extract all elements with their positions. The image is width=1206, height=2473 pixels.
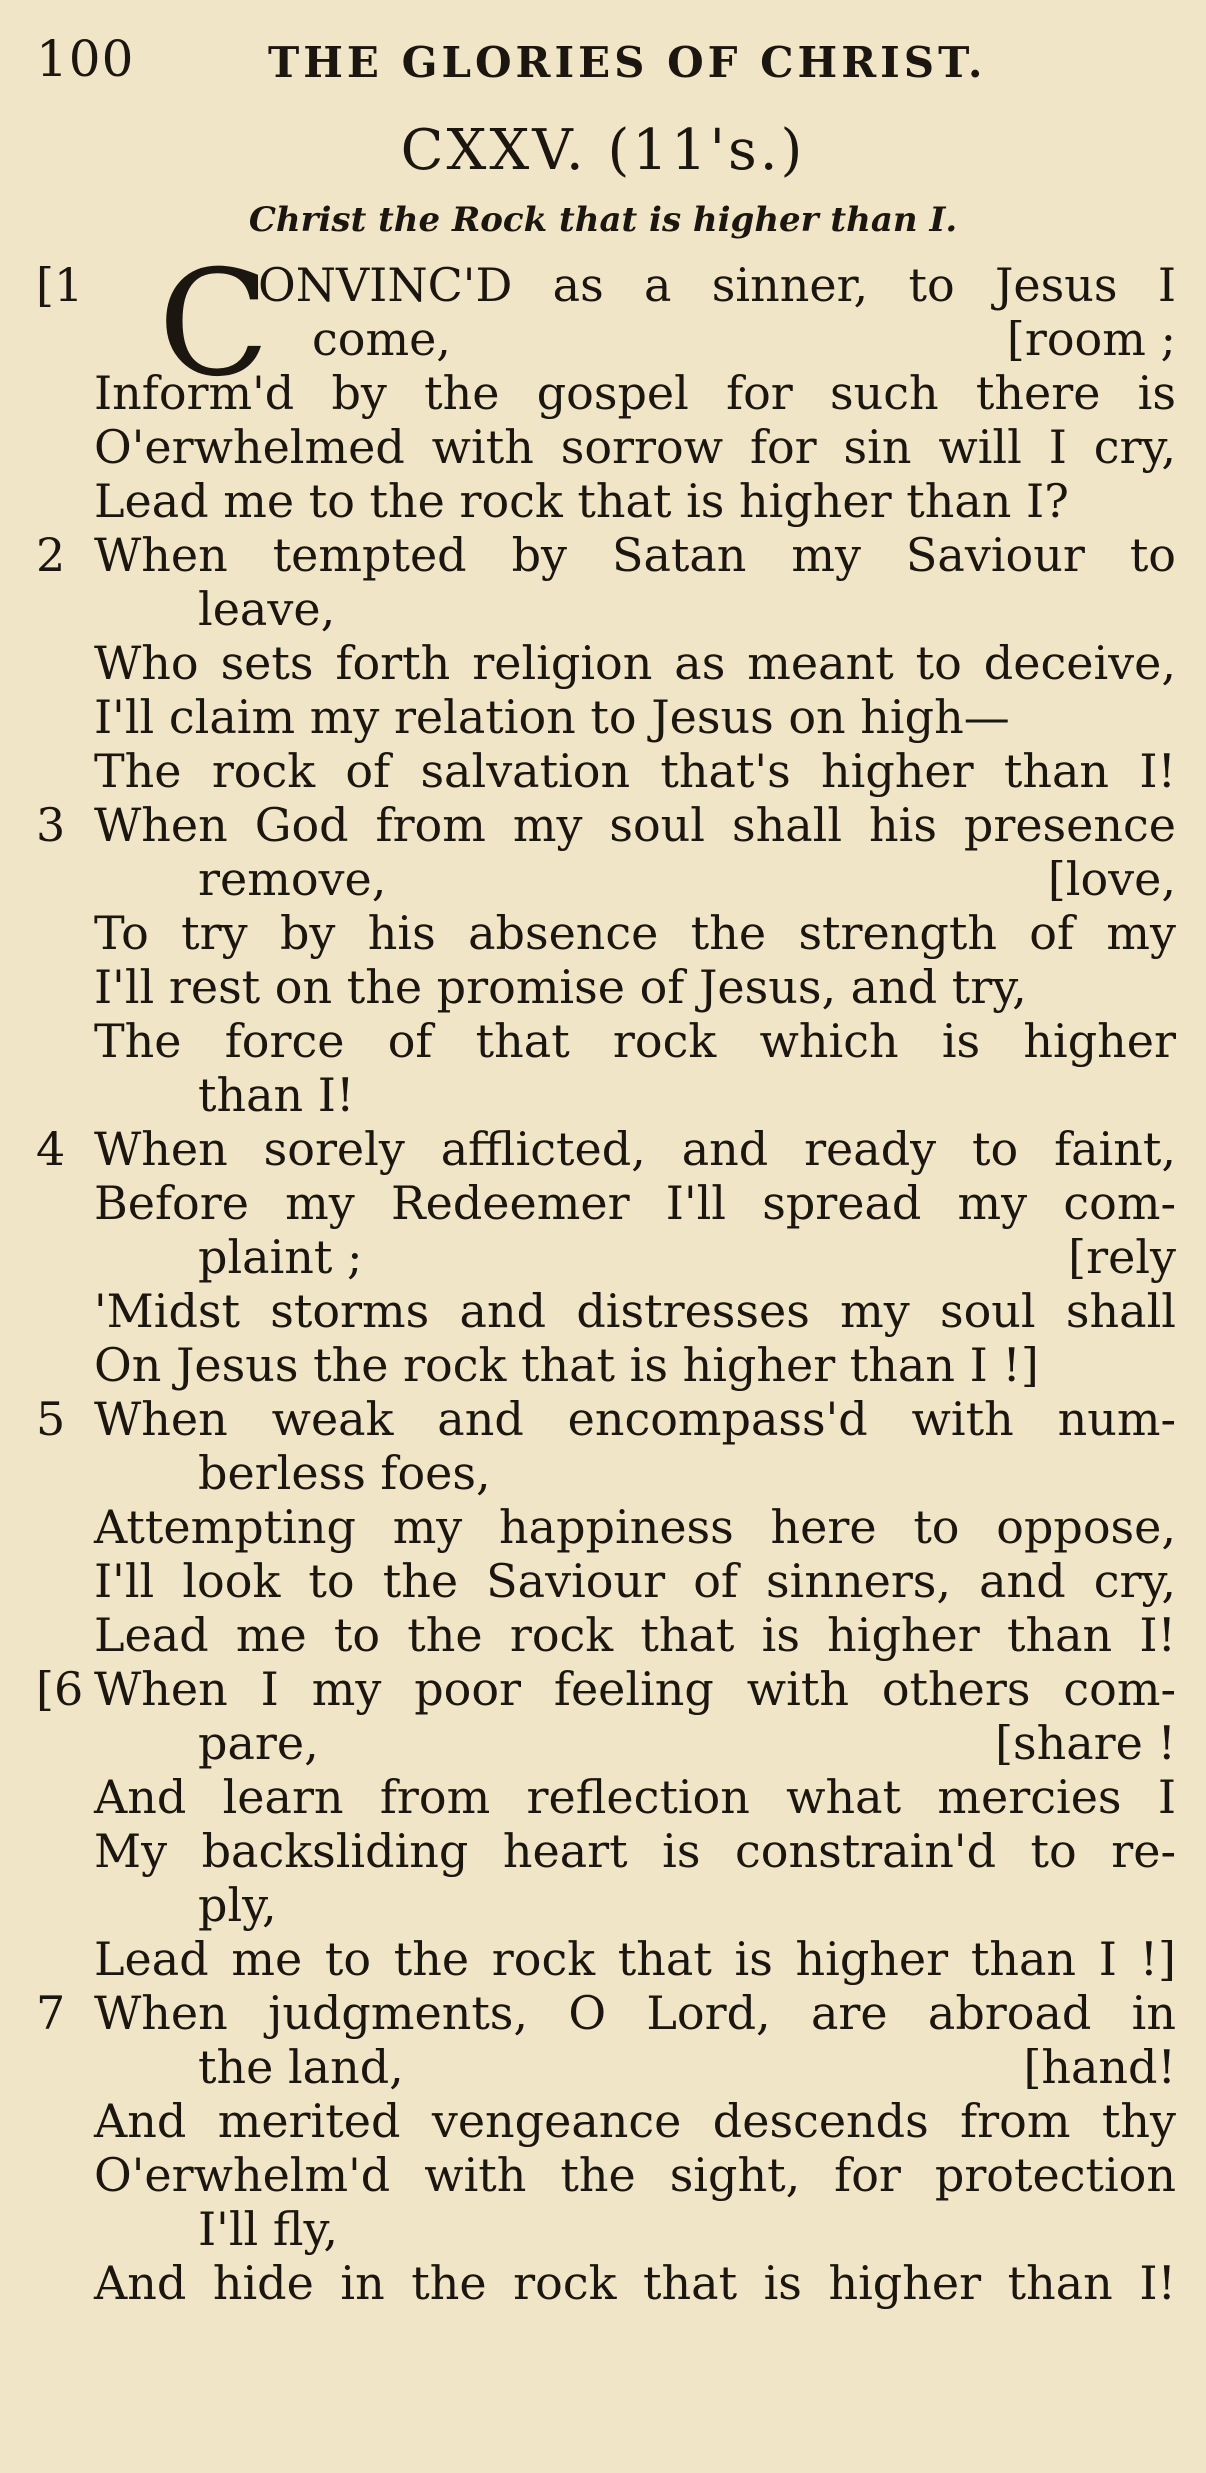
turnover-word: [love, xyxy=(1047,852,1176,906)
verse-line xyxy=(0,1392,1206,1446)
verse-line-text: leave, xyxy=(198,582,336,636)
verse-line-text: O'erwhelmed with sorrow for sin will I cry, xyxy=(94,420,1176,474)
turnover-word: [share ! xyxy=(995,1716,1176,1770)
verse-line-text: I'll claim my relation to Jesus on high— xyxy=(94,690,1010,744)
verse-line-text: Lead me to the rock that is higher than I? xyxy=(94,474,1069,528)
verse-line xyxy=(0,1338,1206,1392)
verse-line xyxy=(0,1230,1206,1284)
verse-line xyxy=(0,2256,1206,2310)
running-title: THE GLORIES OF CHRIST. xyxy=(268,38,987,87)
verse-line-text: Attempting my happiness here to oppose, xyxy=(94,1500,1176,1554)
verse-line-text: I'll rest on the promise of Jesus, and try, xyxy=(94,960,1027,1014)
verse-line-text: Inform'd by the gospel for such there is xyxy=(94,366,1176,420)
verse-line-text: On Jesus the rock that is higher than I !] xyxy=(94,1338,1039,1392)
turnover-word: [rely xyxy=(1068,1230,1176,1284)
verse-line-text: Lead me to the rock that is higher than I! xyxy=(94,1608,1176,1662)
verse-line xyxy=(0,1446,1206,1500)
verse-line-text: When judgments, O Lord, are abroad in xyxy=(94,1986,1176,2040)
verse-line-text: 'Midst storms and distresses my soul shall xyxy=(94,1284,1176,1338)
drop-cap: C xyxy=(158,239,270,409)
verse-line-text: The force of that rock which is higher xyxy=(94,1014,1176,1068)
verse-line-text: My backsliding heart is constrain'd to re- xyxy=(94,1824,1176,1878)
verse-line xyxy=(0,2040,1206,2094)
verse-number: 3 xyxy=(36,798,66,852)
verse-line xyxy=(0,1500,1206,1554)
verse-line xyxy=(0,420,1206,474)
verse-number: 2 xyxy=(36,528,66,582)
verse-line xyxy=(0,258,1206,312)
verse-line xyxy=(0,1176,1206,1230)
verse-line xyxy=(0,1770,1206,1824)
verse-line xyxy=(0,852,1206,906)
verse-line xyxy=(0,1014,1206,1068)
verse-line-text: Lead me to the rock that is higher than I !] xyxy=(94,1932,1176,1986)
verse-line xyxy=(0,1554,1206,1608)
verse-line xyxy=(0,1824,1206,1878)
verse-line xyxy=(0,1878,1206,1932)
verse-line-text: And learn from reflection what mercies I xyxy=(94,1770,1176,1824)
verse-line xyxy=(0,1716,1206,1770)
verse-line-text: When weak and encompass'd with num- xyxy=(94,1392,1176,1446)
verse-line-text: To try by his absence the strength of my xyxy=(94,906,1176,960)
verse-line-text: O'erwhelm'd with the sight, for protection xyxy=(94,2148,1176,2202)
verse-line xyxy=(0,1608,1206,1662)
verse-line xyxy=(0,1662,1206,1716)
verse-line-text: I'll look to the Saviour of sinners, and cry, xyxy=(94,1554,1176,1608)
verse-line-text: I'll fly, xyxy=(198,2202,339,2256)
turnover-word: [hand! xyxy=(1023,2040,1176,2094)
verse-line xyxy=(0,906,1206,960)
verse-line-text: When I my poor feeling with others com- xyxy=(94,1662,1176,1716)
verse-line xyxy=(0,366,1206,420)
verse-line-text: ONVINC'D as a sinner, to Jesus I xyxy=(258,258,1176,312)
verse-line-text: berless foes, xyxy=(198,1446,491,1500)
hymn-text xyxy=(0,258,1206,2310)
page-header xyxy=(36,22,1166,92)
verse-number: [1 xyxy=(36,258,84,312)
verse-line-text: When tempted by Satan my Saviour to xyxy=(94,528,1176,582)
verse-line xyxy=(0,2202,1206,2256)
verse-line xyxy=(0,1284,1206,1338)
verse-line xyxy=(0,1068,1206,1122)
verse-line-text: When sorely afflicted, and ready to faint, xyxy=(94,1122,1176,1176)
verse-line-text: come, xyxy=(312,312,451,366)
turnover-word: [room ; xyxy=(1006,312,1176,366)
verse-line-text: ply, xyxy=(198,1878,277,1932)
verse-line xyxy=(0,312,1206,366)
verse-line xyxy=(0,798,1206,852)
verse-line xyxy=(0,1986,1206,2040)
verse-line xyxy=(0,474,1206,528)
hymn-subtitle: Christ the Rock that is higher than I. xyxy=(248,200,958,240)
verse-line xyxy=(0,960,1206,1014)
verse-line-text: When God from my soul shall his presence xyxy=(94,798,1176,852)
verse-number: [6 xyxy=(36,1662,84,1716)
page-number: 100 xyxy=(36,30,135,88)
verse-line-text: The rock of salvation that's higher than I! xyxy=(94,744,1176,798)
verse-number: 4 xyxy=(36,1122,66,1176)
verse-number: 5 xyxy=(36,1392,66,1446)
verse-line xyxy=(0,744,1206,798)
verse-line xyxy=(0,690,1206,744)
verse-line-text: pare, xyxy=(198,1716,319,1770)
verse-line xyxy=(0,528,1206,582)
verse-line-text: Who sets forth religion as meant to deceive, xyxy=(94,636,1176,690)
verse-line-text: And hide in the rock that is higher than I! xyxy=(94,2256,1176,2310)
hymn-number: CXXV. (11's.) xyxy=(400,118,806,183)
verse-line xyxy=(0,582,1206,636)
verse-line-text: Before my Redeemer I'll spread my com- xyxy=(94,1176,1176,1230)
verse-line-text: than I! xyxy=(198,1068,355,1122)
verse-line-text: the land, xyxy=(198,2040,404,2094)
verse-line xyxy=(0,636,1206,690)
verse-line xyxy=(0,1122,1206,1176)
verse-line xyxy=(0,1932,1206,1986)
verse-line xyxy=(0,2094,1206,2148)
verse-line xyxy=(0,2148,1206,2202)
verse-line-text: plaint ; xyxy=(198,1230,363,1284)
verse-line-text: And merited vengeance descends from thy xyxy=(94,2094,1176,2148)
verse-line-text: remove, xyxy=(198,852,387,906)
verse-number: 7 xyxy=(36,1986,66,2040)
